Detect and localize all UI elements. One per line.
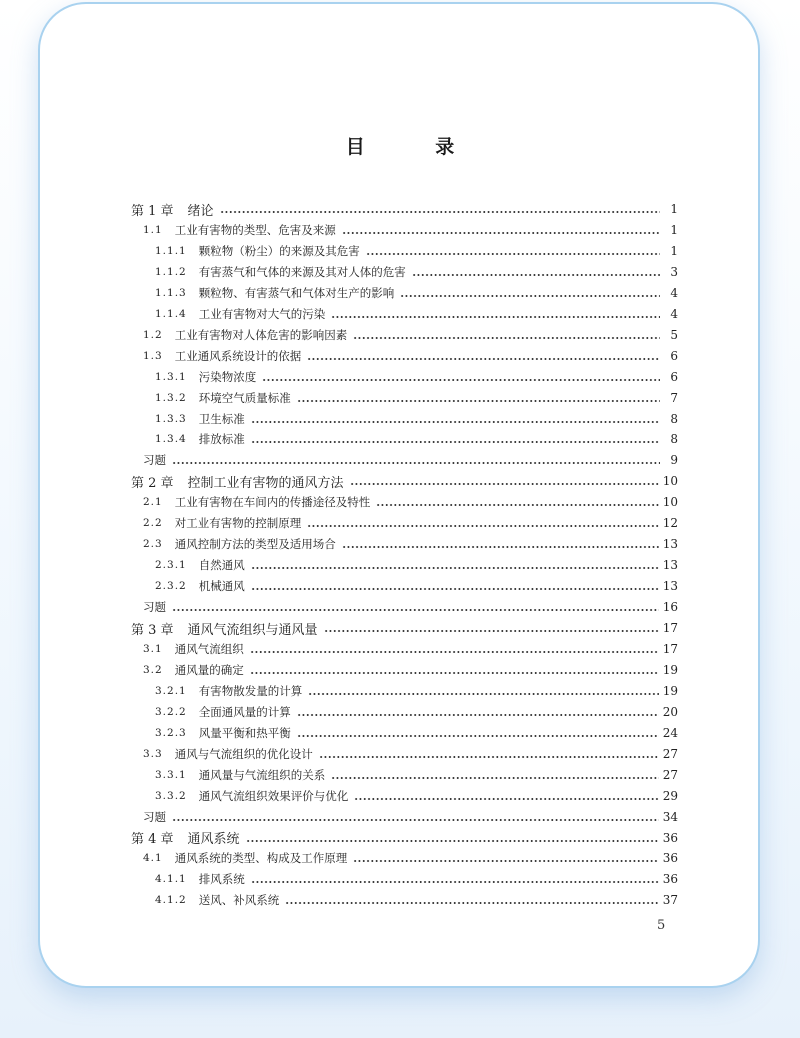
toc-entry-page: 19 [662, 662, 678, 677]
dot-leader [331, 765, 659, 785]
dot-leader [250, 639, 659, 659]
toc-entry-number: 2.2 [143, 517, 163, 530]
toc-entry-page: 13 [662, 537, 678, 552]
toc-entry-page: 37 [662, 893, 678, 908]
dot-leader [251, 576, 659, 596]
dot-leader [251, 555, 659, 575]
toc-entry-page: 16 [662, 600, 678, 615]
toc-entry-title: 工业有害物的类型、危害及来源 [174, 222, 336, 237]
toc-entry-number: 1.1.4 [155, 307, 187, 320]
dot-leader [354, 786, 659, 806]
toc-entry-chapter[interactable] [131, 471, 678, 491]
toc-entry-number: 2.3.2 [155, 580, 187, 593]
dot-leader [251, 429, 660, 449]
dot-leader [307, 513, 659, 533]
toc-entry-number: 3.2.1 [155, 684, 187, 697]
dot-leader [297, 702, 659, 722]
toc-entry-title: 通风与气流组织的优化设计 [174, 746, 313, 761]
toc-entry-number: 1.1.3 [155, 286, 187, 299]
toc-entry-number: 2.3 [143, 538, 163, 551]
toc-entry-page: 4 [670, 285, 678, 300]
toc-entry-number: 1.3.4 [155, 433, 187, 446]
toc-entry-subsec[interactable] [155, 304, 678, 324]
dot-leader [172, 450, 660, 470]
toc-entry-title: 污染物浓度 [198, 369, 257, 384]
dot-leader [307, 346, 660, 366]
dot-leader [412, 262, 660, 282]
dot-leader [342, 220, 660, 240]
toc-entry-title: 对工业有害物的控制原理 [174, 516, 302, 531]
dot-leader [324, 618, 659, 638]
toc-entry-page: 10 [662, 474, 678, 489]
dot-leader [285, 890, 659, 910]
toc-entry-page: 17 [662, 621, 678, 635]
toc-entry-title: 有害蒸气和气体的来源及其对人体的危害 [198, 264, 406, 279]
dot-leader [342, 534, 659, 554]
toc-entry-page: 34 [662, 809, 678, 824]
toc-entry-subsec[interactable] [155, 241, 678, 261]
toc-entry-title: 通风气流组织 [174, 641, 244, 656]
toc-entry-page: 8 [670, 432, 678, 447]
dot-leader [246, 828, 659, 848]
toc-entry-sec[interactable] [143, 534, 678, 554]
toc-entry-title: 工业有害物在车间内的传播途径及特性 [174, 495, 371, 510]
toc-entry-subsec[interactable] [155, 681, 678, 701]
toc-entry-number: 1.3.1 [155, 370, 187, 383]
toc-entry-number: 1.3.3 [155, 412, 187, 425]
dot-leader [262, 367, 660, 387]
dot-leader [297, 388, 660, 408]
toc-entry-chapter[interactable] [131, 618, 678, 638]
toc-entry-page: 36 [662, 851, 678, 866]
toc-entry-exercise[interactable] [143, 807, 678, 827]
dot-leader [250, 660, 659, 680]
toc-entry-title: 送风、补风系统 [198, 893, 280, 908]
toc-entry-sec[interactable] [143, 513, 678, 533]
toc-entry-title: 工业通风系统设计的依据 [174, 348, 302, 363]
toc-entry-title: 控制工业有害物的通风方法 [187, 475, 344, 491]
toc-entry-number: 1.1.2 [155, 265, 187, 278]
toc-entry-subsec[interactable] [155, 409, 678, 429]
toc-entry-sec[interactable] [143, 639, 678, 659]
toc-entry-page: 8 [670, 411, 678, 426]
toc-entry-number: 2.1 [143, 496, 163, 509]
toc-entry-exercise[interactable] [143, 597, 678, 617]
toc-entry-page: 7 [670, 390, 678, 405]
toc-entry-page: 3 [670, 264, 678, 279]
page-title: 目 录 [345, 136, 487, 158]
toc-entry-exercise[interactable] [143, 450, 678, 470]
toc-entry-number: 第 1 章 [131, 203, 174, 219]
toc-entry-subsec[interactable] [155, 786, 678, 806]
toc-entry-title: 习题 [143, 453, 166, 468]
toc-entry-title: 通风控制方法的类型及适用场合 [174, 537, 336, 552]
toc-entry-title: 颗粒物（粉尘）的来源及其危害 [198, 243, 360, 258]
toc-entry-page: 5 [670, 327, 678, 342]
dot-leader [331, 304, 660, 324]
toc-entry-number: 4.1 [143, 852, 163, 865]
toc-entry-page: 36 [662, 872, 678, 887]
toc-entry-number: 4.1.1 [155, 873, 187, 886]
toc-entry-number: 1.1 [143, 223, 163, 236]
toc-entry-title: 有害物散发量的计算 [198, 683, 303, 698]
dot-leader [353, 325, 660, 345]
toc-entry-number: 1.3 [143, 349, 163, 362]
toc-entry-title: 通风量与气流组织的关系 [198, 767, 326, 782]
toc-entry-page: 20 [662, 704, 678, 719]
toc-entry-number: 3.2.2 [155, 705, 187, 718]
toc-entry-chapter[interactable] [131, 199, 678, 219]
dot-leader [172, 807, 659, 827]
toc-entry-subsec[interactable] [155, 869, 678, 889]
toc-entry-page: 19 [662, 683, 678, 698]
toc-entry-subsec[interactable] [155, 262, 678, 282]
toc-entry-number: 1.1.1 [155, 244, 187, 257]
toc-entry-sec[interactable] [143, 325, 678, 345]
toc-entry-page: 17 [662, 641, 678, 656]
toc-entry-sec[interactable] [143, 744, 678, 764]
toc-entry-title: 工业有害物对大气的污染 [198, 306, 326, 321]
toc-entry-number: 2.3.1 [155, 559, 187, 572]
toc-entry-page: 1 [670, 222, 678, 237]
page-number: 5 [657, 918, 666, 933]
toc-entry-number: 第 3 章 [131, 622, 174, 638]
toc-entry-page: 10 [662, 495, 678, 510]
toc-entry-title: 风量平衡和热平衡 [198, 725, 291, 740]
toc-entry-number: 第 4 章 [131, 832, 174, 847]
toc-entry-subsec[interactable] [155, 576, 678, 596]
toc-entry-subsec[interactable] [155, 367, 678, 387]
toc-entry-page: 6 [670, 348, 678, 363]
dot-leader [319, 744, 659, 764]
dot-leader [220, 199, 660, 219]
toc-entry-title: 习题 [143, 600, 166, 615]
dot-leader [297, 723, 659, 743]
dot-leader [366, 241, 660, 261]
toc-entry-page: 13 [662, 558, 678, 573]
toc-entry-number: 1.2 [143, 328, 163, 341]
dot-leader [376, 492, 659, 512]
toc-entry-page: 1 [670, 202, 678, 216]
toc-entry-sec[interactable] [143, 346, 678, 366]
toc-entry-title: 习题 [143, 809, 166, 824]
toc-entry-number: 3.2.3 [155, 726, 187, 739]
toc-entry-title: 工业有害物对人体危害的影响因素 [174, 327, 348, 342]
toc-entry-title: 通风系统 [187, 832, 240, 847]
dot-leader [251, 869, 659, 889]
dot-leader [353, 848, 659, 868]
toc-entry-page: 24 [662, 725, 678, 740]
dot-leader [350, 471, 659, 491]
toc-entry-subsec[interactable] [155, 890, 678, 910]
toc-entry-title: 卫生标准 [198, 411, 245, 426]
dot-leader [172, 597, 659, 617]
toc-entry-subsec[interactable] [155, 702, 678, 722]
toc-entry-number: 3.3.2 [155, 789, 187, 802]
toc-entry-title: 自然通风 [198, 558, 245, 573]
toc-entry-sec[interactable] [143, 492, 678, 512]
dot-leader [400, 283, 660, 303]
toc-entry-subsec[interactable] [155, 765, 678, 785]
toc-entry-page: 29 [662, 788, 678, 803]
toc-entry-subsec[interactable] [155, 283, 678, 303]
toc-entry-page: 27 [662, 767, 678, 782]
toc-entry-title: 排放标准 [198, 432, 245, 447]
dot-leader [251, 409, 660, 429]
toc-entry-page: 1 [670, 243, 678, 258]
toc-entry-title: 通风系统的类型、构成及工作原理 [174, 851, 348, 866]
toc-entry-subsec[interactable] [155, 555, 678, 575]
toc-entry-sec[interactable] [143, 848, 678, 868]
toc-entry-page: 9 [670, 453, 678, 468]
toc-entry-sec[interactable] [143, 220, 678, 240]
toc-entry-number: 3.2 [143, 663, 163, 676]
toc-entry-page: 4 [670, 306, 678, 321]
toc-entry-title: 排风系统 [198, 872, 245, 887]
toc-entry-title: 通风气流组织与通风量 [187, 622, 318, 638]
toc-entry-number: 1.3.2 [155, 391, 187, 404]
dot-leader [308, 681, 659, 701]
toc-entry-title: 绪论 [187, 203, 214, 219]
toc-entry-title: 通风气流组织效果评价与优化 [198, 788, 349, 803]
toc-entry-page: 36 [662, 830, 678, 845]
toc-entry-subsec[interactable] [155, 388, 678, 408]
toc-entry-title: 环境空气质量标准 [198, 390, 291, 405]
toc-entry-subsec[interactable] [155, 429, 678, 449]
toc-entry-page: 12 [662, 516, 678, 531]
toc-entry-number: 3.3.1 [155, 768, 187, 781]
toc-entry-number: 3.3 [143, 747, 163, 760]
toc-entry-title: 通风量的确定 [174, 662, 244, 677]
toc-entry-title: 全面通风量的计算 [198, 704, 291, 719]
toc-entry-page: 13 [662, 579, 678, 594]
toc-entry-subsec[interactable] [155, 723, 678, 743]
toc-entry-number: 4.1.2 [155, 894, 187, 907]
toc-entry-sec[interactable] [143, 660, 678, 680]
toc-entry-title: 机械通风 [198, 579, 245, 594]
toc-entry-number: 3.1 [143, 642, 163, 655]
toc-entry-number: 第 2 章 [131, 475, 174, 491]
toc-entry-title: 颗粒物、有害蒸气和气体对生产的影响 [198, 285, 395, 300]
toc-entry-page: 27 [662, 746, 678, 761]
toc-entry-chapter[interactable] [131, 828, 678, 848]
toc-entry-page: 6 [670, 369, 678, 384]
